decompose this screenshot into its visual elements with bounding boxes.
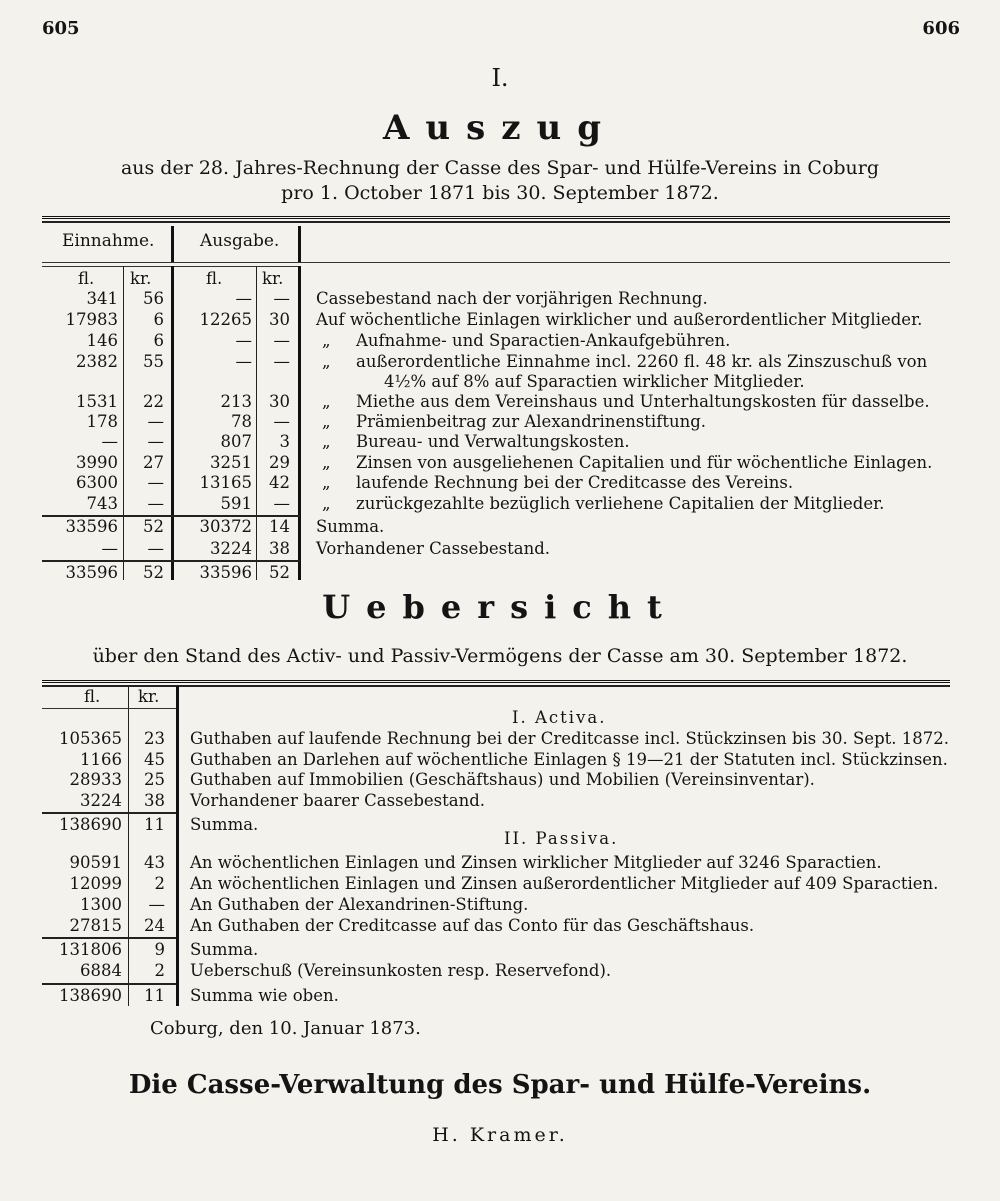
amount-fl: 3224	[80, 791, 122, 810]
income-fl: 17983	[65, 310, 118, 329]
ditto-mark: „	[322, 453, 331, 472]
grand-total-row	[0, 985, 1000, 1006]
activa-summa-text: Summa.	[190, 815, 259, 834]
bestand-in-kr: —	[147, 539, 164, 558]
ledger-row	[0, 472, 1000, 493]
passiva-summa-row	[0, 939, 1000, 960]
place-date: Coburg, den 10. Januar 1873.	[150, 1018, 421, 1039]
expense-fl: 13165	[199, 473, 252, 492]
unit-kr: kr.	[130, 269, 152, 288]
page-number-right: 606	[922, 18, 960, 39]
summa-text: Summa.	[316, 517, 385, 536]
grand-total-text: Summa wie oben.	[190, 986, 339, 1005]
entry-text: außerordentliche Einnahme incl. 2260 fl. 48 kr. als Zinszuschuß von	[356, 352, 928, 371]
auszug-subtitle-2: pro 1. October 1871 bis 30. September 1872.	[281, 182, 719, 204]
income-fl: 6300	[76, 473, 118, 492]
amount-kr: —	[148, 895, 165, 914]
ueberschuss-fl: 6884	[80, 961, 122, 980]
expense-kr: 30	[269, 392, 290, 411]
amount-fl: 1166	[80, 750, 122, 769]
entry-text: zurückgezahlte bezüglich verliehene Capitalien der Mitglieder.	[356, 494, 885, 513]
income-kr: 22	[143, 392, 164, 411]
expense-fl: —	[235, 352, 252, 371]
section-number: I.	[491, 64, 509, 92]
balance-row	[0, 915, 1000, 936]
amount-fl: 27815	[69, 916, 122, 935]
bestand-row	[0, 538, 1000, 559]
page-number-left: 605	[42, 18, 80, 39]
balance-row	[0, 790, 1000, 811]
summa-in-kr: 52	[143, 517, 164, 536]
income-kr: 55	[143, 352, 164, 371]
ditto-mark: „	[322, 494, 331, 513]
balance-row	[0, 894, 1000, 915]
amount-kr: 24	[144, 916, 165, 935]
signatory: H. Kramer.	[432, 1124, 568, 1146]
amount-kr: 23	[144, 729, 165, 748]
amount-kr: 38	[144, 791, 165, 810]
income-kr: —	[147, 494, 164, 513]
col-income-header: Einnahme.	[62, 231, 155, 251]
unit-fl: fl.	[84, 687, 101, 706]
activa-summa-fl: 138690	[59, 815, 122, 834]
income-kr: 6	[153, 331, 164, 350]
auszug-title: Auszug	[382, 108, 618, 148]
ditto-mark: „	[322, 331, 331, 350]
expense-kr: —	[273, 494, 290, 513]
rule	[42, 216, 950, 219]
rule	[42, 680, 950, 683]
amount-fl: 105365	[59, 729, 122, 748]
passiva-summa-kr: 9	[154, 940, 165, 959]
uebersicht-subtitle: über den Stand des Activ- und Passiv-Vermögens der Casse am 30. September 1872.	[92, 645, 908, 667]
summa-out-kr: 14	[269, 517, 290, 536]
activa-summa-kr: 11	[144, 815, 165, 834]
entry-text: Zinsen von ausgeliehenen Capitalien und für wöchentliche Einlagen.	[356, 453, 933, 472]
expense-fl: 591	[220, 494, 252, 513]
expense-kr: 3	[279, 432, 290, 451]
auszug-subtitle-1: aus der 28. Jahres-Rechnung der Casse des Spar- und Hülfe-Vereins in Coburg	[120, 157, 880, 179]
entry-text: An Guthaben der Alexandrinen-Stiftung.	[190, 895, 529, 914]
unit-fl: fl.	[78, 269, 95, 288]
passiva-summa-text: Summa.	[190, 940, 259, 959]
expense-kr: 29	[269, 453, 290, 472]
rule	[171, 226, 174, 262]
ditto-mark: „	[322, 352, 331, 371]
entry-text: Bureau- und Verwaltungskosten.	[356, 432, 630, 451]
balance-row	[0, 852, 1000, 873]
ledger-row	[0, 452, 1000, 473]
grand-total-kr: 11	[144, 986, 165, 1005]
bestand-text: Vorhandener Cassebestand.	[316, 539, 551, 558]
entry-text: An wöchentlichen Einlagen und Zinsen wirklicher Mitglieder auf 3246 Sparactien.	[190, 853, 882, 872]
income-fl: 2382	[76, 352, 118, 371]
expense-kr: —	[273, 331, 290, 350]
expense-kr: —	[273, 412, 290, 431]
amount-fl: 90591	[69, 853, 122, 872]
entry-text: 4½% auf 8% auf Sparactien wirklicher Mitglieder.	[384, 372, 805, 391]
bestand-out-kr: 38	[269, 539, 290, 558]
ledger-row	[0, 391, 1000, 412]
income-kr: 56	[143, 289, 164, 308]
ledger-row	[0, 431, 1000, 452]
expense-fl: 213	[220, 392, 252, 411]
rule	[42, 262, 950, 263]
ledger-row	[0, 288, 1000, 309]
income-fl: 178	[86, 412, 118, 431]
expense-kr: 42	[269, 473, 290, 492]
uebersicht-title: Uebersicht	[322, 588, 678, 626]
bestand-in-fl: —	[101, 539, 118, 558]
grand-total-fl: 138690	[59, 986, 122, 1005]
expense-kr: —	[273, 352, 290, 371]
unit-kr: kr.	[262, 269, 284, 288]
balance-row	[0, 769, 1000, 790]
passiva-summa-fl: 131806	[59, 940, 122, 959]
income-kr: —	[147, 432, 164, 451]
summa-out-fl: 30372	[199, 517, 252, 536]
expense-fl: 807	[220, 432, 252, 451]
balance-row	[0, 873, 1000, 894]
amount-kr: 45	[144, 750, 165, 769]
ledger-row	[0, 411, 1000, 432]
units-row	[0, 268, 1000, 289]
entry-text: Auf wöchentliche Einlagen wirklicher und außerordentlicher Mitglieder.	[316, 310, 923, 329]
amount-fl: 28933	[69, 770, 122, 789]
ledger-row	[0, 371, 1000, 392]
entry-text: Aufnahme- und Sparactien-Ankaufgebühren.	[356, 331, 731, 350]
entry-text: laufende Rechnung bei der Creditcasse des Vereins.	[356, 473, 794, 492]
total-out-fl: 33596	[199, 563, 252, 582]
amount-fl: 12099	[69, 874, 122, 893]
amount-kr: 43	[144, 853, 165, 872]
balance-row	[0, 728, 1000, 749]
activa-summa-row	[0, 814, 1000, 835]
bestand-out-fl: 3224	[210, 539, 252, 558]
entry-text: Vorhandener baarer Cassebestand.	[190, 791, 486, 810]
expense-kr: —	[273, 289, 290, 308]
balance-row	[0, 749, 1000, 770]
expense-kr: 30	[269, 310, 290, 329]
rule	[298, 226, 301, 262]
entry-text: Guthaben auf laufende Rechnung bei der Creditcasse incl. Stückzinsen bis 30. Sept. 1872.	[190, 729, 949, 748]
expense-fl: —	[235, 289, 252, 308]
amount-kr: 2	[154, 874, 165, 893]
units-row	[0, 686, 1000, 707]
income-kr: —	[147, 412, 164, 431]
income-fl: 1531	[76, 392, 118, 411]
ledger-row	[0, 309, 1000, 330]
income-fl: 146	[86, 331, 118, 350]
income-fl: 743	[86, 494, 118, 513]
expense-fl: 3251	[210, 453, 252, 472]
ditto-mark: „	[322, 412, 331, 431]
ledger-row	[0, 330, 1000, 351]
ueberschuss-row	[0, 960, 1000, 981]
passiva-heading: II. Passiva.	[504, 829, 619, 848]
entry-text: An Guthaben der Creditcasse auf das Conto für das Geschäftshaus.	[190, 916, 755, 935]
summa-row	[0, 516, 1000, 537]
unit-fl: fl.	[206, 269, 223, 288]
ditto-mark: „	[322, 392, 331, 411]
income-fl: 3990	[76, 453, 118, 472]
total-in-kr: 52	[143, 563, 164, 582]
income-fl: —	[101, 432, 118, 451]
rule	[42, 708, 176, 709]
income-kr: —	[147, 473, 164, 492]
entry-text: An wöchentlichen Einlagen und Zinsen außerordentlicher Mitglieder auf 409 Sparactien.	[190, 874, 939, 893]
total-out-kr: 52	[269, 563, 290, 582]
ueberschuss-text: Ueberschuß (Vereinsunkosten resp. Reservefond).	[190, 961, 612, 980]
rule	[42, 221, 950, 223]
ditto-mark: „	[322, 473, 331, 492]
entry-text: Guthaben auf Immobilien (Geschäftshaus) und Mobilien (Vereinsinventar).	[190, 770, 815, 789]
ledger-row	[0, 493, 1000, 514]
expense-fl: 78	[231, 412, 252, 431]
total-in-fl: 33596	[65, 563, 118, 582]
income-fl: 341	[86, 289, 118, 308]
summa-in-fl: 33596	[65, 517, 118, 536]
entry-text: Miethe aus dem Vereinshaus und Unterhaltungskosten für dasselbe.	[356, 392, 930, 411]
amount-kr: 25	[144, 770, 165, 789]
amount-fl: 1300	[80, 895, 122, 914]
entry-text: Guthaben an Darlehen auf wöchentliche Einlagen § 19—21 der Statuten incl. Stückzinsen.	[190, 750, 948, 769]
col-expense-header: Ausgabe.	[200, 231, 280, 251]
income-kr: 6	[153, 310, 164, 329]
total-row	[0, 562, 1000, 583]
ledger-row	[0, 351, 1000, 372]
activa-heading: I. Activa.	[512, 708, 607, 727]
income-kr: 27	[143, 453, 164, 472]
ueberschuss-kr: 2	[154, 961, 165, 980]
entry-text: Cassebestand nach der vorjährigen Rechnung.	[316, 289, 708, 308]
expense-fl: —	[235, 331, 252, 350]
signature-line: Die Casse-Verwaltung des Spar- und Hülfe-Vereins.	[128, 1070, 872, 1100]
ditto-mark: „	[322, 432, 331, 451]
entry-text: Prämienbeitrag zur Alexandrinenstiftung.	[356, 412, 707, 431]
expense-fl: 12265	[199, 310, 252, 329]
unit-kr: kr.	[138, 687, 160, 706]
